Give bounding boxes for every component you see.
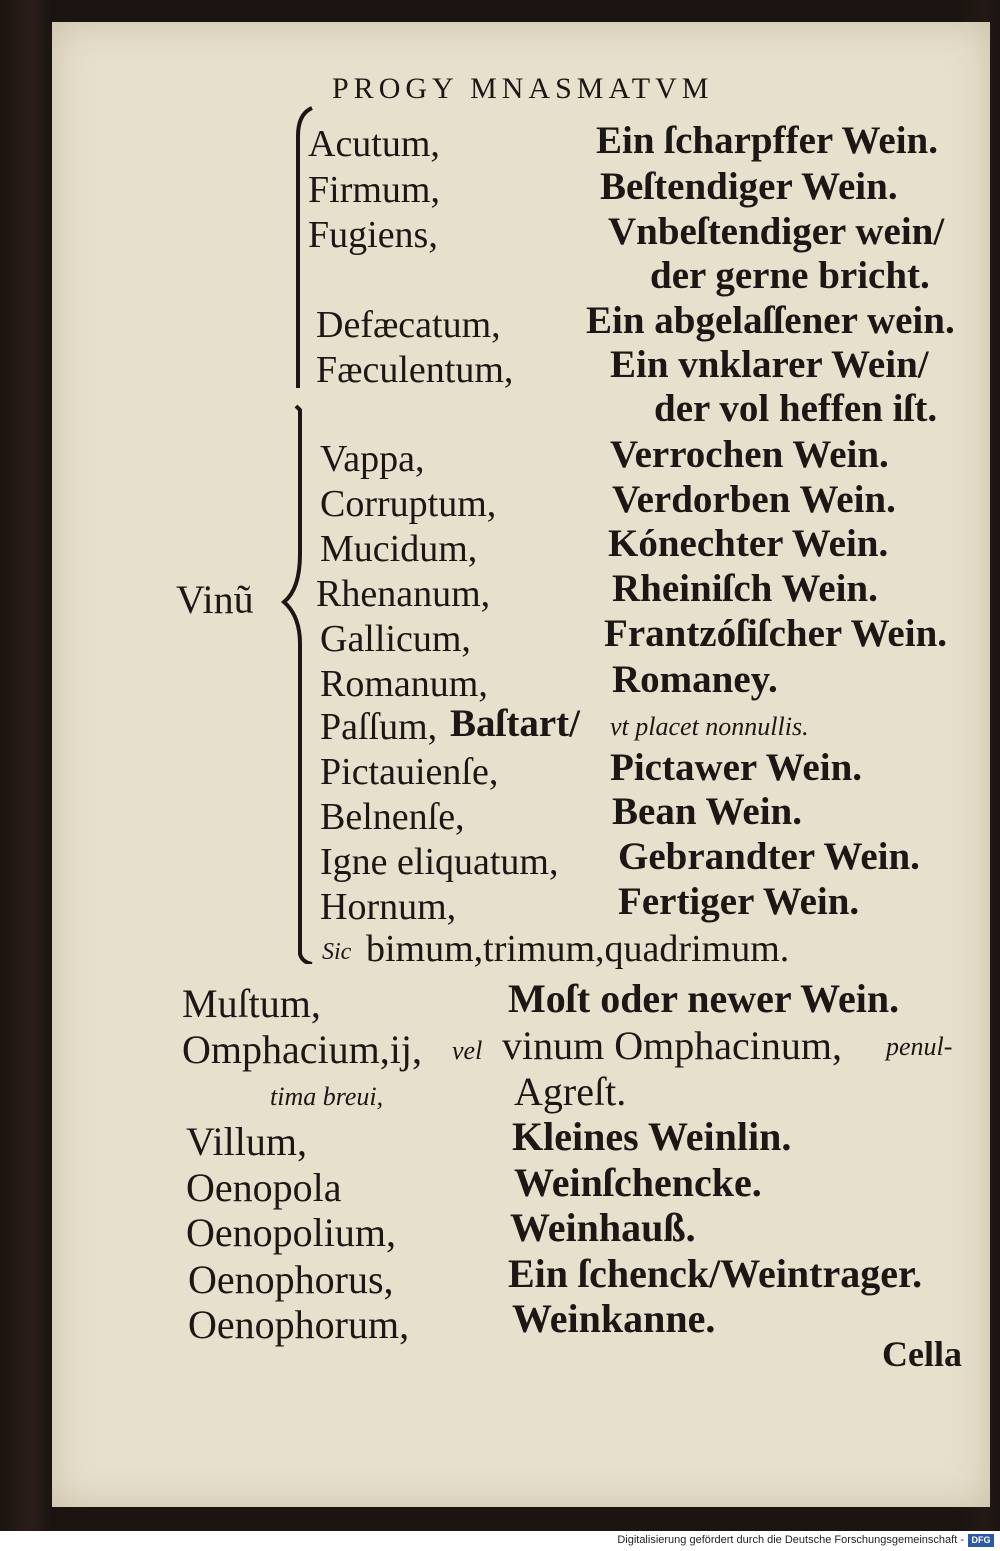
sic-line: bimum,trimum,quadrimum.: [366, 928, 790, 970]
latin-term: tima breui,: [270, 1082, 384, 1111]
latin-term: Defæcatum,: [316, 304, 501, 346]
latin-term: Vappa,: [320, 438, 425, 480]
german-gloss: Moſt oder newer Wein.: [508, 976, 900, 1021]
latin-term: Mucidum,: [320, 528, 478, 570]
latin-term: Fæculentum,: [316, 349, 514, 391]
latin-term: Belnenſe,: [320, 796, 465, 838]
german-gloss: Verdorben Wein.: [612, 478, 896, 521]
vel-note: vel: [452, 1036, 483, 1065]
german-gloss: Frantzóſiſcher Wein.: [604, 612, 948, 655]
german-gloss: Weinkanne.: [512, 1296, 716, 1341]
german-gloss: Ein ſchenck/Weintrager.: [508, 1251, 923, 1296]
latin-term: Paſſum,: [320, 706, 438, 748]
latin-term: Villum,: [186, 1119, 307, 1164]
digitization-footer: [0, 1531, 1000, 1551]
german-gloss: Pictawer Wein.: [610, 746, 863, 789]
german-gloss: Kónechter Wein.: [608, 522, 889, 565]
german-gloss: Ein vnklarer Wein/: [610, 343, 929, 386]
latin-term: Oenopolium,: [186, 1210, 396, 1255]
german-gloss: Ein abgelaſſener wein.: [586, 299, 955, 342]
latin-term: Oenophorus,: [188, 1257, 394, 1302]
german-gloss: Verrochen Wein.: [610, 433, 889, 476]
german-gloss: Rheiniſch Wein.: [612, 567, 878, 610]
german-gloss: Agreſt.: [514, 1069, 627, 1114]
latin-term: Oenopola: [186, 1165, 342, 1210]
latin-term: Fugiens,: [308, 214, 438, 256]
footer-credit: Digitalisierung gefördert durch die Deutsche Forschungsgemeinschaft -: [617, 1534, 964, 1546]
german-gloss: Ein ſcharpffer Wein.: [596, 119, 938, 162]
german-gloss: Weinſchencke.: [514, 1160, 762, 1205]
german-gloss: Bean Wein.: [612, 790, 802, 833]
dfg-logo: DFG: [968, 1534, 994, 1547]
book-page: [52, 22, 990, 1507]
german-gloss: Kleines Weinlin.: [512, 1114, 792, 1159]
german-gloss: Fertiger Wein.: [618, 880, 860, 923]
latin-term: Hornum,: [320, 886, 457, 928]
gloss-note: vt placet nonnullis.: [610, 712, 809, 741]
catchword: Cella: [882, 1334, 962, 1374]
running-header: PROGY MNASMATVM: [332, 72, 714, 105]
latin-term: Oenophorum,: [188, 1302, 410, 1347]
latin-term: Muſtum,: [182, 981, 321, 1026]
german-gloss: Weinhauß.: [510, 1205, 696, 1250]
brace-main: [280, 404, 320, 964]
latin-term: Acutum,: [308, 123, 440, 165]
german-gloss: Beſtendiger Wein.: [600, 165, 898, 208]
latin-term: Rhenanum,: [316, 573, 491, 615]
sic-prefix: Sic: [322, 939, 352, 965]
german-gloss-continuation: der vol heffen iſt.: [654, 387, 938, 430]
latin-term: Corruptum,: [320, 483, 497, 525]
latin-term: Igne eliquatum,: [320, 841, 559, 883]
gloss-note: penul-: [886, 1032, 953, 1061]
german-gloss: Gebrandter Wein.: [618, 835, 920, 878]
german-gloss: vinum Omphacinum,: [502, 1023, 842, 1068]
german-gloss: Baſtart/: [450, 702, 580, 745]
bracket-label: Vinũ: [176, 577, 254, 622]
latin-term: Romanum,: [320, 663, 488, 705]
latin-term: Gallicum,: [320, 618, 471, 660]
german-gloss: Vnbeſtendiger wein/: [608, 210, 945, 253]
german-gloss: Romaney.: [612, 658, 778, 701]
german-gloss-continuation: der gerne bricht.: [650, 254, 930, 297]
latin-term: Omphacium,ij,: [182, 1027, 422, 1072]
latin-term: Pictauienſe,: [320, 751, 499, 793]
latin-term: Firmum,: [308, 169, 440, 211]
